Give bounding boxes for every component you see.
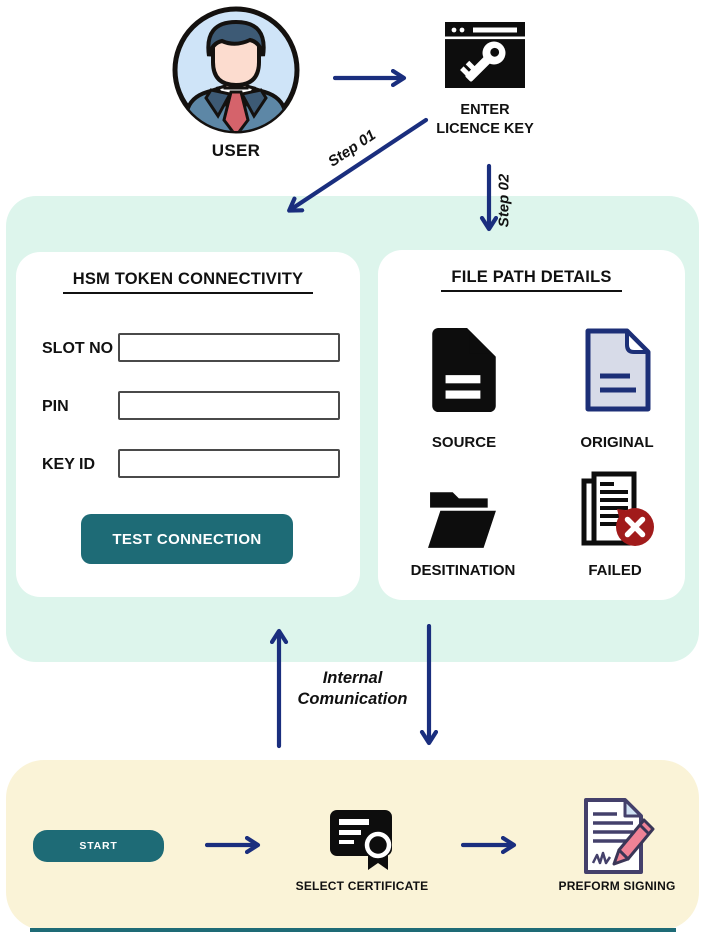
step-01-label: Step 01 (325, 126, 379, 171)
hsm-card-title: HSM TOKEN CONNECTIVITY (16, 270, 360, 294)
licence-key-window-icon (445, 22, 525, 88)
destination-label: DESITINATION (410, 562, 516, 579)
select-certificate-label: SELECT CERTIFICATE (295, 879, 429, 893)
hsm-token-connectivity-card (16, 252, 360, 597)
step-02-label: Step 02 (495, 173, 513, 228)
arrow-step-01 (278, 110, 436, 222)
preform-signing-icon (583, 796, 655, 876)
slot-no-input[interactable] (118, 333, 340, 362)
select-certificate-icon (330, 810, 394, 872)
slot-no-label: SLOT NO (42, 340, 114, 357)
pin-input[interactable] (118, 391, 340, 420)
key-id-label: KEY ID (42, 456, 96, 473)
original-file-icon (584, 328, 652, 412)
file-card-title: FILE PATH DETAILS (378, 268, 685, 292)
arrow-start-to-certificate (205, 831, 271, 859)
arrow-certificate-to-signing (461, 831, 527, 859)
failed-file-icon (581, 470, 655, 552)
original-label: ORIGINAL (580, 434, 654, 451)
start-button[interactable]: START (33, 830, 164, 862)
source-label: SOURCE (431, 434, 497, 451)
preform-signing-label: PREFORM SIGNING (558, 879, 676, 893)
source-file-icon (432, 328, 496, 412)
arrow-user-to-licence (333, 64, 417, 92)
bottom-bar (30, 928, 676, 932)
pin-label: PIN (42, 398, 69, 415)
licence-key-label: ENTER LICENCE KEY (436, 102, 534, 137)
key-id-input[interactable] (118, 449, 340, 478)
internal-communication-label: Internal Comunication (297, 669, 408, 708)
file-path-details-card (378, 250, 685, 600)
user-label: USER (211, 141, 261, 160)
test-connection-button[interactable]: TEST CONNECTION (81, 514, 293, 564)
destination-folder-icon (428, 488, 498, 550)
failed-label: FAILED (588, 562, 642, 579)
